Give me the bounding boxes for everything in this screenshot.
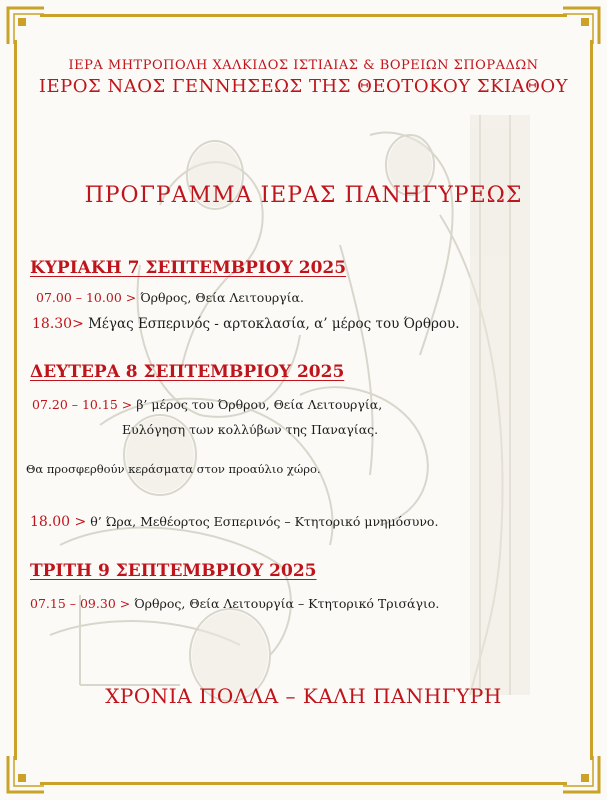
- day-heading-tuesday: ΤΡΙΤΗ 9 ΣΕΠΤΕΜΒΡΙΟΥ 2025: [30, 561, 317, 581]
- schedule-item: [32, 397, 382, 412]
- schedule-description-continued: Ευλόγηση των κολλύβων της Παναγίας.: [122, 422, 379, 437]
- refreshments-note: Θα προσφερθούν κεράσματα στον προαύλιο χώρο.: [26, 462, 321, 476]
- frame-top-border: [40, 14, 567, 17]
- day-heading-sunday: ΚΥΡΙΑΚΗ 7 ΣΕΠΤΕΜΒΡΙΟΥ 2025: [30, 258, 347, 278]
- metropolis-heading: ΙΕΡΑ ΜΗΤΡΟΠΟΛΗ ΧΑΛΚΙΔΟΣ ΙΣΤΙΑΙΑΣ & ΒΟΡΕΙΩΝ ΣΠΟΡΑΔΩΝ: [68, 58, 539, 73]
- schedule-description: Όρθρος, Θεία Λειτουργία – Κτητορικό Τρισάγιο.: [130, 596, 440, 611]
- frame-left-border: [14, 40, 17, 760]
- day-heading-monday: ΔΕΥΤΕΡΑ 8 ΣΕΠΤΕΜΒΡΙΟΥ 2025: [30, 362, 345, 382]
- corner-ornament-icon: [4, 4, 48, 48]
- schedule-time: 18.30>: [32, 316, 84, 332]
- schedule-time: 07.15 – 09.30 >: [30, 596, 131, 611]
- schedule-item: [30, 596, 439, 611]
- corner-ornament-icon: [559, 752, 603, 796]
- schedule-description: β’ μέρος του Όρθρου, Θεία Λειτουργία,: [132, 397, 383, 412]
- frame-bottom-border: [40, 782, 567, 785]
- schedule-item: [30, 514, 438, 530]
- schedule-item: [32, 316, 460, 332]
- corner-ornament-icon: [559, 4, 603, 48]
- schedule-description: θ’ Ώρα, Μεθέορτος Εσπερινός – Κτητορικό μνημόσυνο.: [86, 514, 439, 529]
- program-title: ΠΡΟΓΡΑΜΜΑ ΙΕΡΑΣ ΠΑΝΗΓΥΡΕΩΣ: [84, 183, 523, 208]
- corner-ornament-icon: [4, 752, 48, 796]
- schedule-description: Μέγας Εσπερινός - αρτοκλασία, α’ μέρος του Όρθρου.: [83, 316, 460, 332]
- church-heading: ΙΕΡΟΣ ΝΑΟΣ ΓΕΝΝΗΣΕΩΣ ΤΗΣ ΘΕΟΤΟΚΟΥ ΣΚΙΑΘΟΥ: [38, 76, 569, 97]
- schedule-time: 07.20 – 10.15 >: [32, 397, 133, 412]
- closing-greeting: ΧΡΟΝΙΑ ΠΟΛΛΑ – ΚΑΛΗ ΠΑΝΗΓΥΡΗ: [105, 684, 502, 708]
- schedule-time: 18.00 >: [30, 514, 87, 530]
- schedule-description: Όρθρος, Θεία Λειτουργία.: [136, 290, 304, 305]
- schedule-item: [36, 290, 304, 305]
- schedule-time: 07.00 – 10.00 >: [36, 290, 137, 305]
- frame-right-border: [590, 40, 593, 760]
